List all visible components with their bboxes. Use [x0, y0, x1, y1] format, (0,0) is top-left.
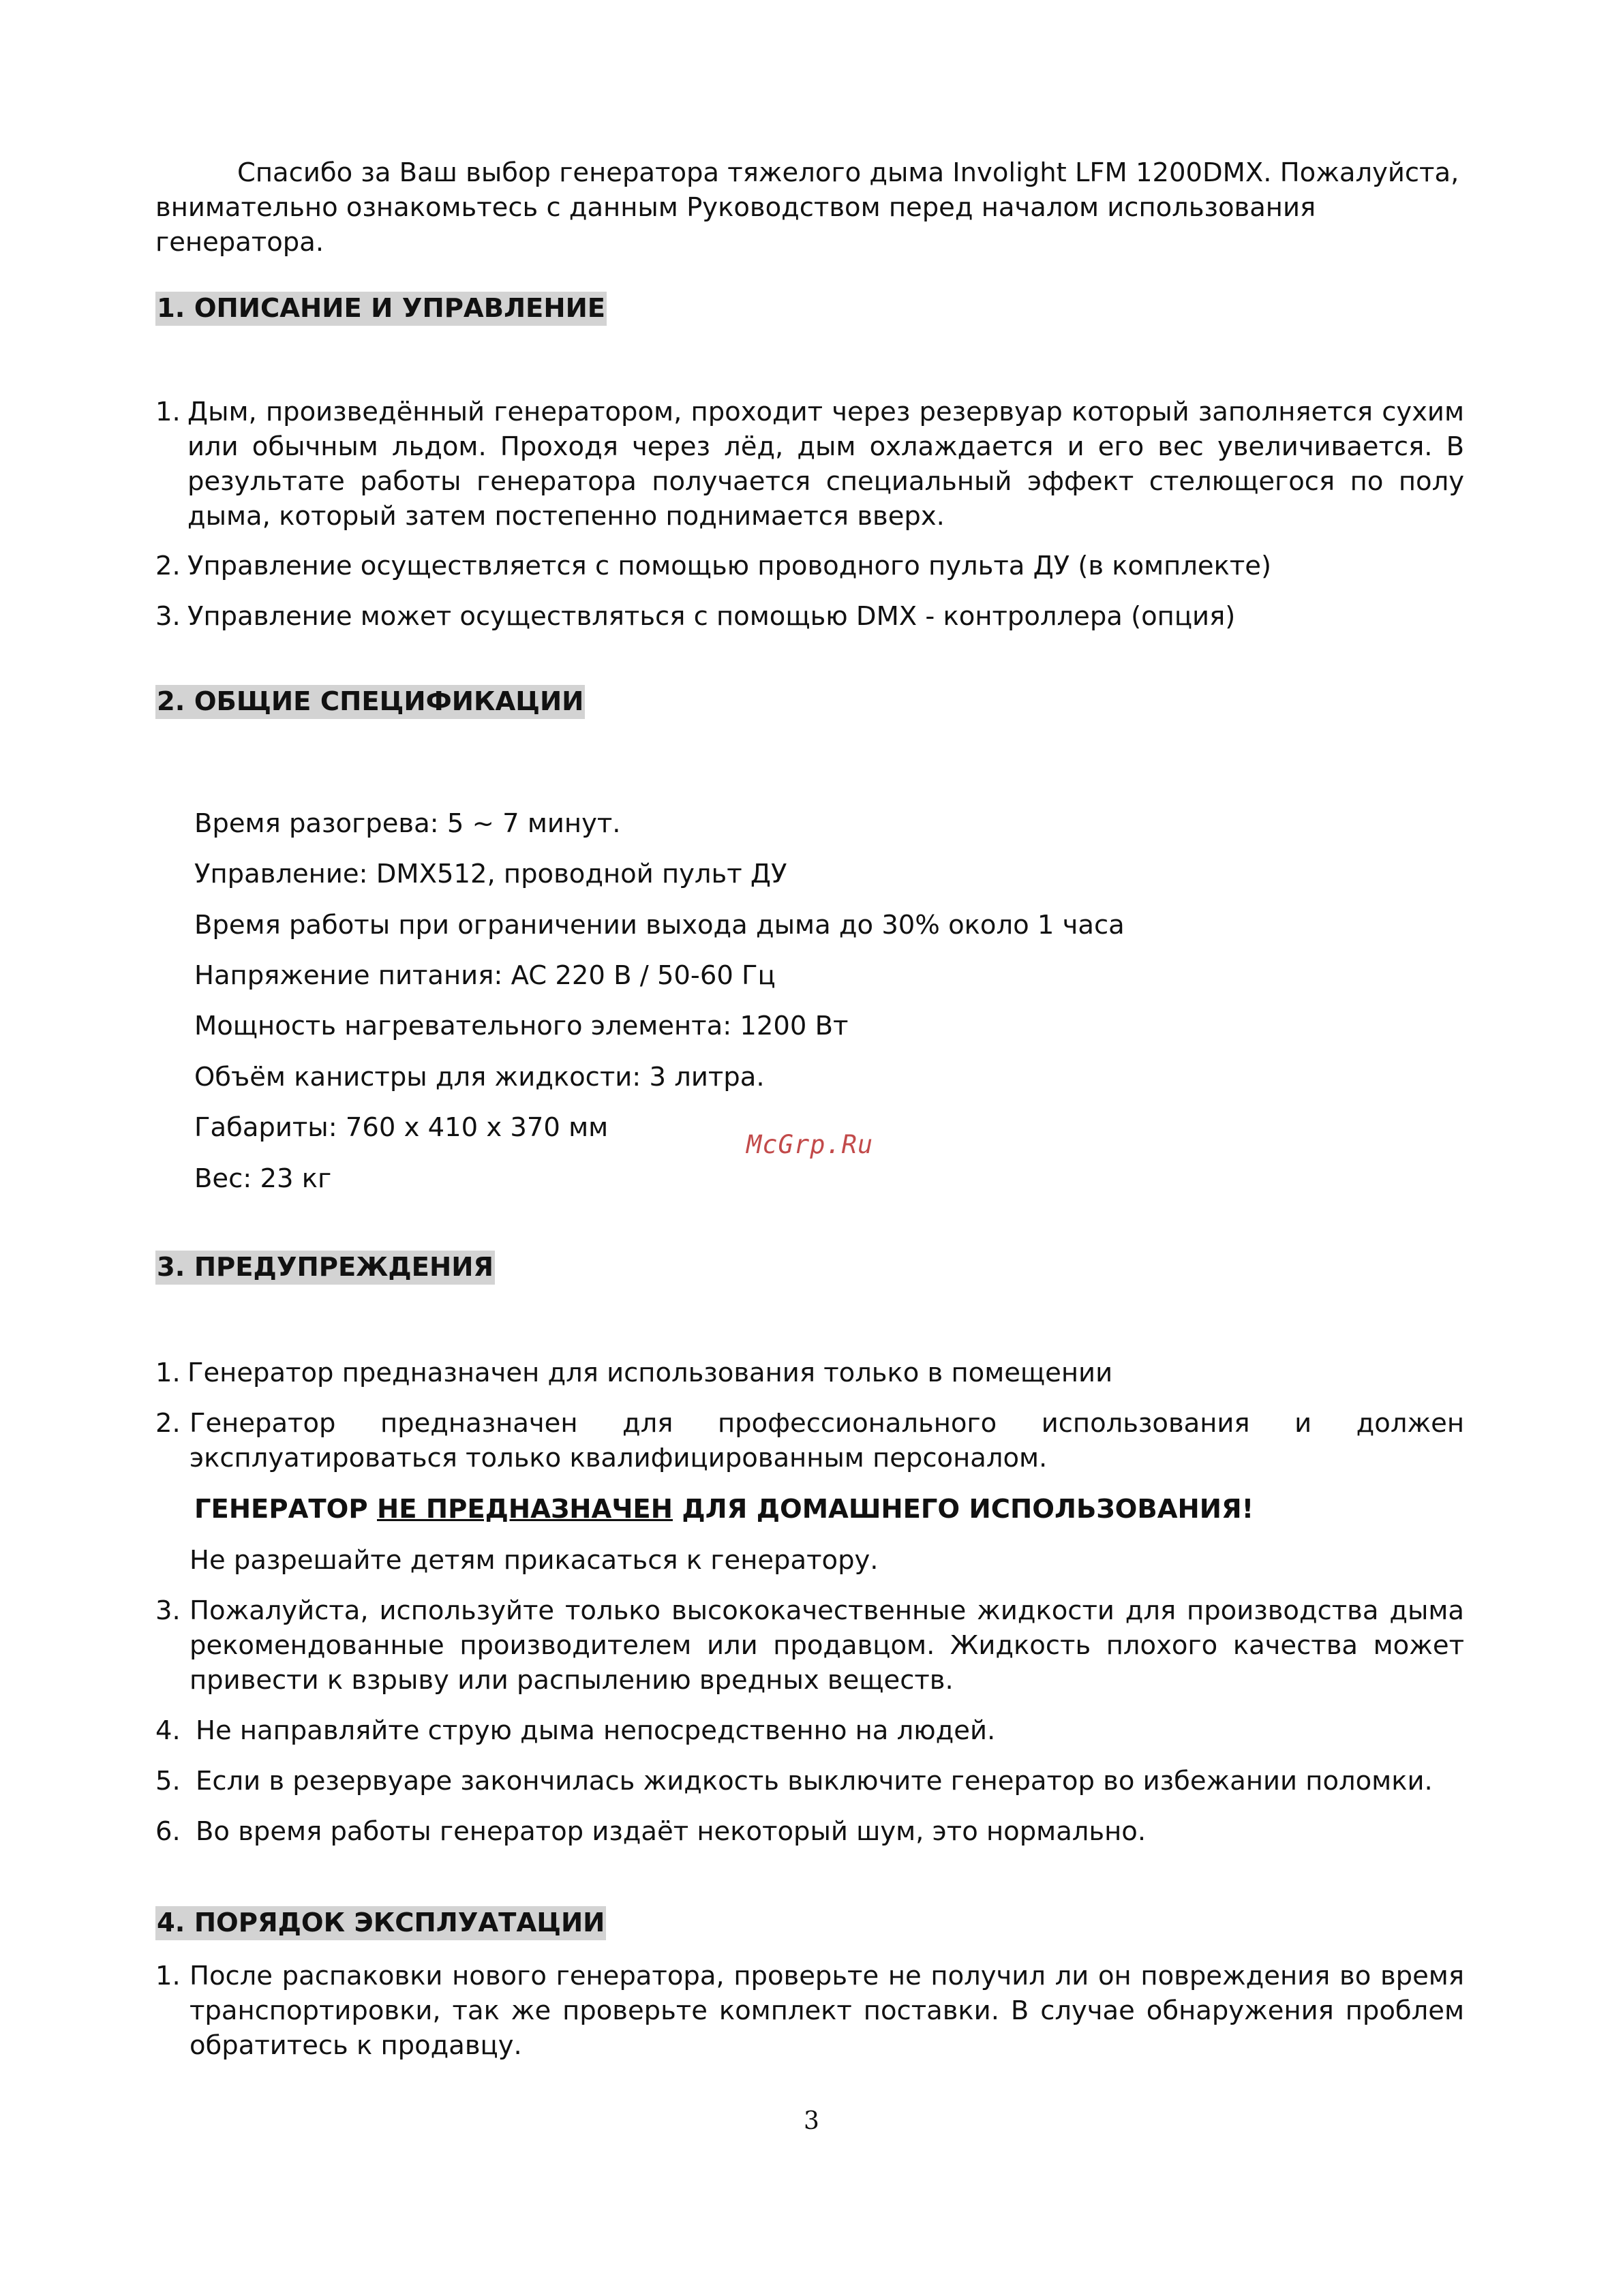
item-text: Генератор предназначен для профессионального использования и должен эксплуатироваться только квалифицированным персоналом. [189, 1408, 1464, 1473]
section-1-item-1 [155, 395, 1464, 534]
section-4-item-1 [155, 1959, 1464, 2063]
item-text: Дым, произведённый генератором, проходит через резервуар который заполняется сухим или обычным льдом. Проходя через лёд, дым охлаждается и его вес увеличивается. В результате работы генератора получается специальный эффект стелющегося по полу дыма, который затем постепенно поднимается вверх. [187, 397, 1464, 532]
section-3-item-4 [155, 1713, 1464, 1748]
item-text: Во время работы генератор издаёт некоторый шум, это нормально. [196, 1816, 1147, 1847]
warning-part-1: ГЕНЕРАТОР [194, 1494, 377, 1525]
section-3-item-6 [155, 1814, 1464, 1849]
item-text: Пожалуйста, используйте только высококачественные жидкости для производства дыма рекомендованные производителем или продавцом. Жидкость плохого качества может привести к взрыву или распылению вредных веществ. [189, 1595, 1464, 1696]
section-3-item-1 [155, 1356, 1464, 1390]
item-number: 1. [155, 397, 181, 427]
item-number: 5. [155, 1766, 181, 1796]
item-text: Управление осуществляется с помощью проводного пульта ДУ (в комплекте) [187, 551, 1272, 581]
item-number: 6. [155, 1816, 181, 1847]
section-3-item-3 [155, 1593, 1464, 1698]
item-text: Если в резервуаре закончилась жидкость выключите генератор во избежании поломки. [196, 1766, 1433, 1796]
spec-power: Мощность нагревательного элемента: 1200 Вт [194, 1011, 849, 1041]
spec-control: Управление: DMX512, проводной пульт ДУ [194, 859, 787, 889]
section-1-item-3 [155, 599, 1464, 634]
item-text: Не направляйте струю дыма непосредственно на людей. [196, 1715, 996, 1746]
section-2-heading: 2. ОБЩИЕ СПЕЦИФИКАЦИИ [155, 685, 585, 719]
item-number: 4. [155, 1715, 181, 1746]
spec-voltage: Напряжение питания: AC 220 В / 50-60 Гц [194, 960, 776, 991]
spec-dimensions: Габариты: 760 x 410 x 370 мм [194, 1112, 609, 1143]
item-number: 2. [155, 551, 181, 581]
section-1-item-2 [155, 549, 1464, 583]
item-text: Генератор предназначен для использования только в помещении [187, 1358, 1113, 1388]
spec-tank: Объём канистры для жидкости: 3 литра. [194, 1062, 765, 1092]
item-number: 1. [155, 1961, 181, 1991]
warning-underlined: НЕ ПРЕДНАЗНАЧЕН [376, 1494, 673, 1525]
item-number: 3. [155, 601, 181, 632]
section-4-heading: 4. ПОРЯДОК ЭКСПЛУАТАЦИИ [155, 1906, 606, 1940]
item-text: После распаковки нового генератора, проверьте не получил ли он повреждения во время транспортировки, так же проверьте комплект поставки. В случае обнаружения проблем обратитесь к продавцу. [189, 1961, 1464, 2061]
warning-part-2: ДЛЯ ДОМАШНЕГО ИСПОЛЬЗОВАНИЯ! [672, 1494, 1254, 1525]
item-number: 3. [155, 1595, 181, 1626]
section-3-heading: 3. ПРЕДУПРЕЖДЕНИЯ [155, 1251, 495, 1285]
intro-line-2: внимательно ознакомьтесь с данным Руководством перед началом использования генератора. [155, 192, 1316, 258]
section-3-item-2 [155, 1406, 1464, 1475]
spec-weight: Вес: 23 кг [194, 1163, 332, 1194]
watermark: McGrp.Ru [746, 1130, 874, 1159]
page-number: 3 [804, 2107, 819, 2135]
spec-runtime: Время работы при ограничении выхода дыма до 30% около 1 часа [194, 910, 1125, 940]
intro-line-1: Спасибо за Ваш выбор генератора тяжелого дыма Involight LFM 1200DMX. Пожалуйста, [237, 157, 1459, 188]
section-1-heading: 1. ОПИСАНИЕ И УПРАВЛЕНИЕ [155, 292, 607, 326]
item-text: Управление может осуществляться с помощью DMX - контроллера (опция) [187, 601, 1236, 632]
spec-warmup: Время разогрева: 5 ~ 7 минут. [194, 808, 621, 839]
children-note: Не разрешайте детям прикасаться к генератору. [189, 1545, 879, 1576]
item-number: 2. [155, 1408, 181, 1439]
section-3-item-5 [155, 1764, 1464, 1798]
item-number: 1. [155, 1358, 181, 1388]
domestic-use-warning [194, 1492, 1254, 1527]
